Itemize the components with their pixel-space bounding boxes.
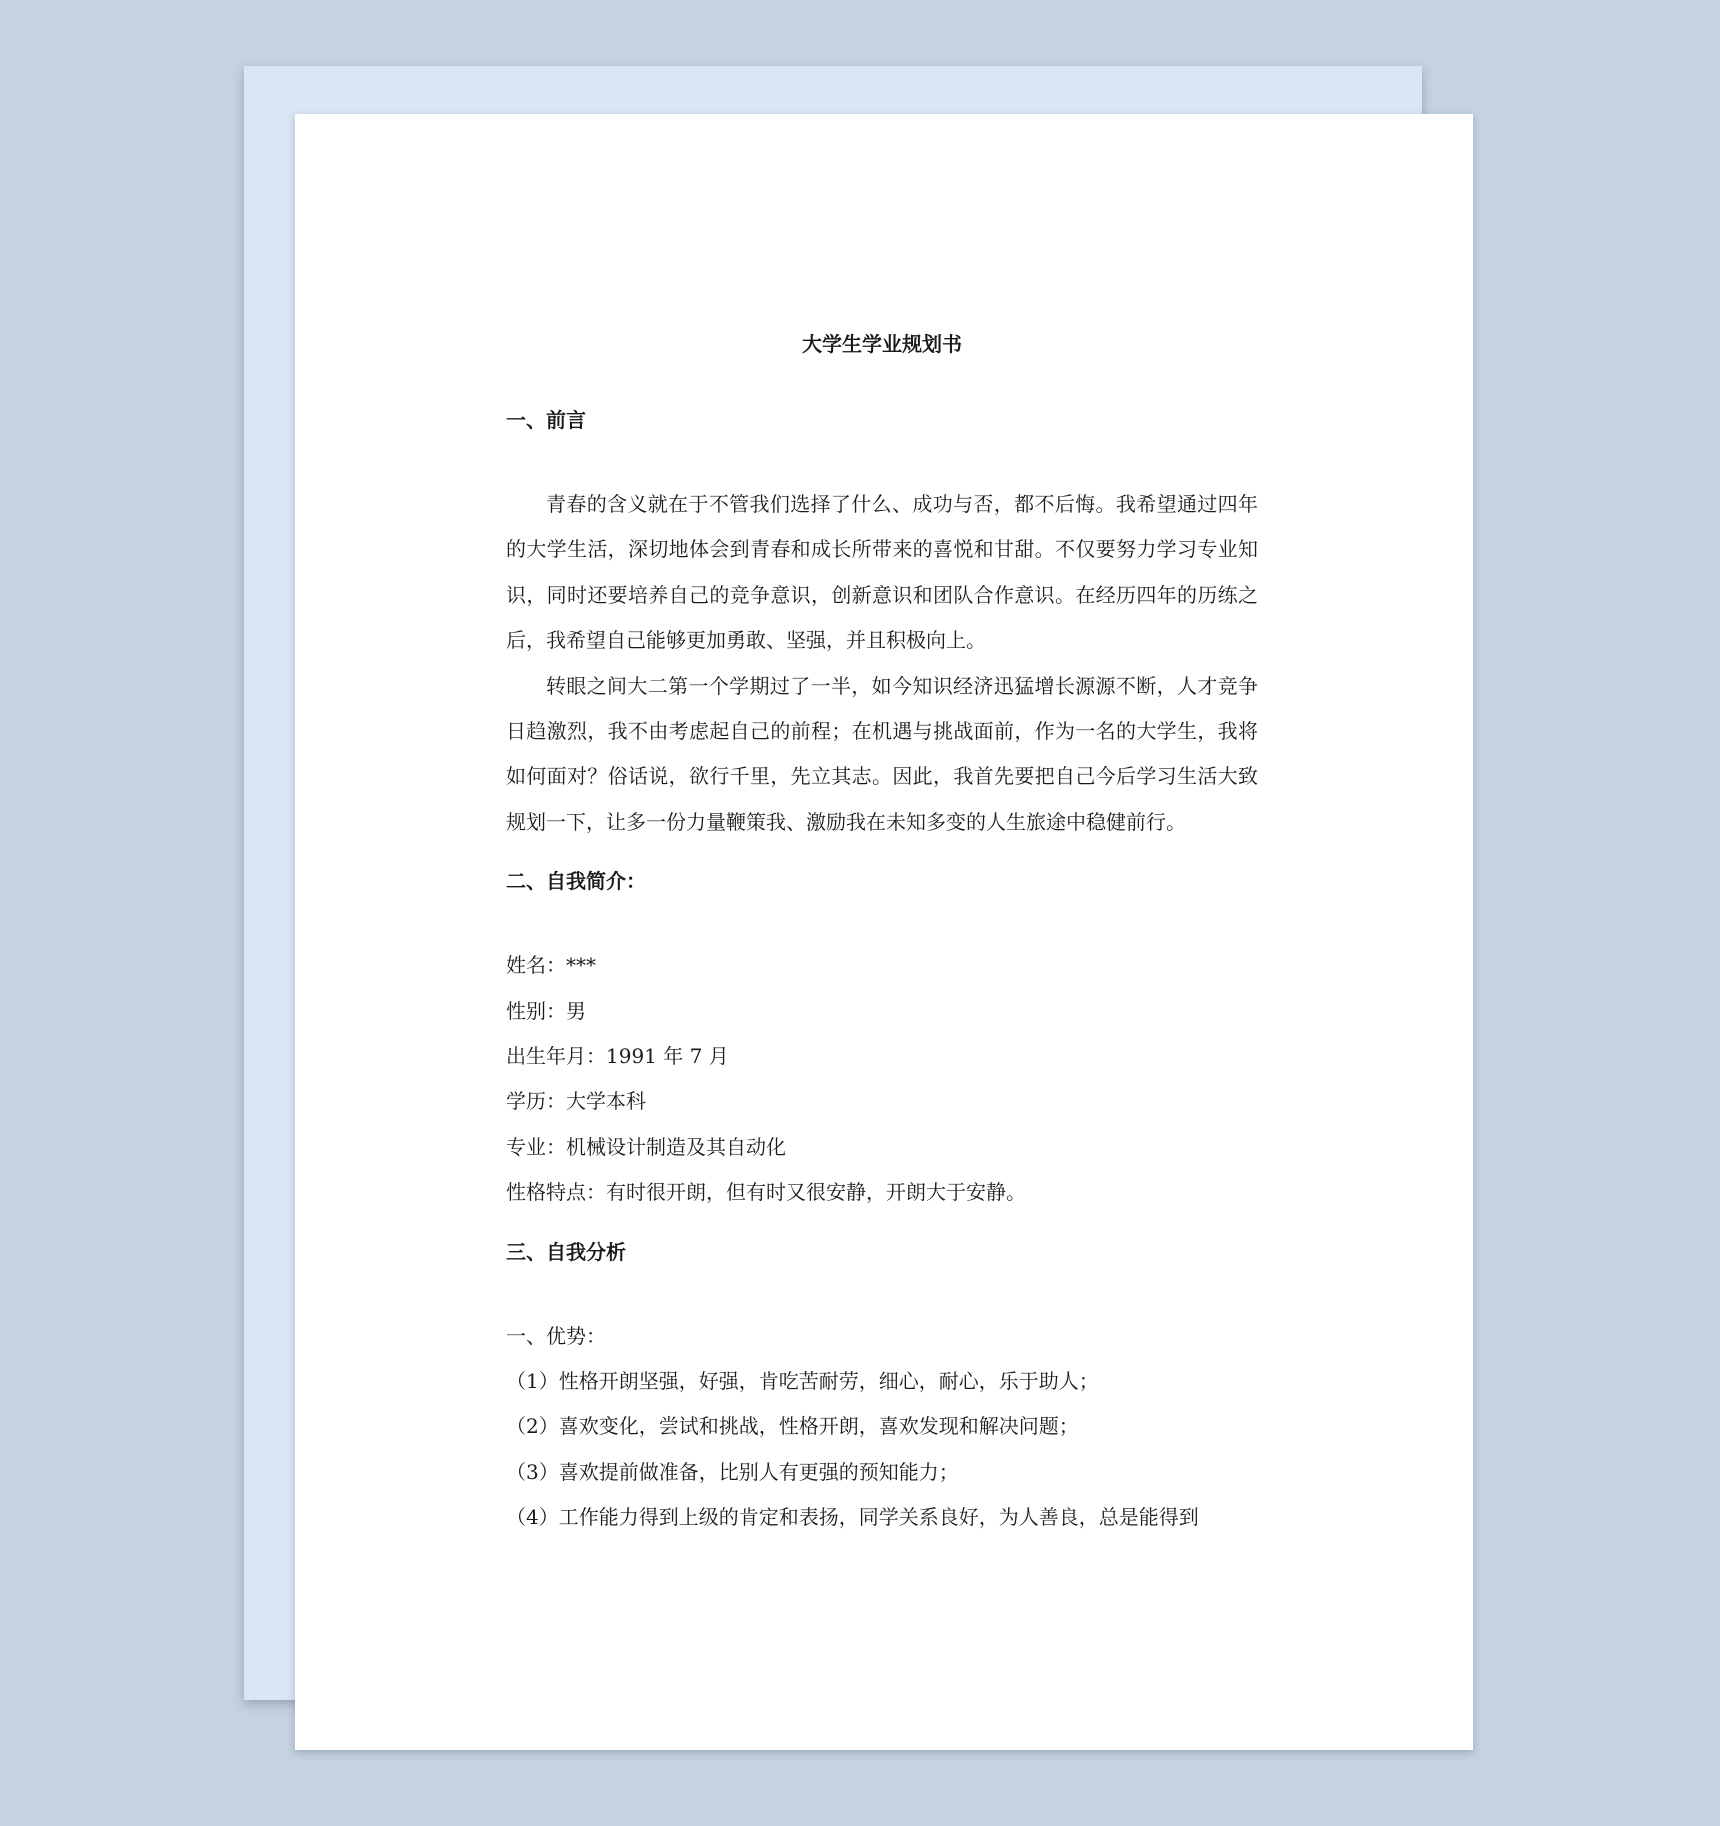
document-page — [295, 114, 1473, 1750]
document-content — [506, 330, 1258, 1541]
intro-item-birth: 出生年月：1991 年 7 月 — [506, 1044, 729, 1069]
document-title: 大学生学业规划书 — [802, 332, 962, 356]
section-heading-analysis: 三、自我分析 — [506, 1239, 626, 1264]
intro-item-gender: 性别：男 — [506, 998, 586, 1023]
preface-paragraph: 青春的含义就在于不管我们选择了什么、成功与否，都不后悔。我希望通过四年的大学生活，深切地体会到青春和成长所带来的喜悦和甘甜。不仅要努力学习专业知识，同时还要培养自己的竞争意识，创新意识和团队合作意识。在经历四年的历练之后，我希望自己能够更加勇敢、坚强，并且积极向上。 — [506, 492, 1258, 653]
intro-item-education: 学历：大学本科 — [506, 1089, 646, 1114]
intro-item-personality: 性格特点：有时很开朗，但有时又很安静，开朗大于安静。 — [506, 1180, 1026, 1205]
analysis-item: （1）性格开朗坚强，好强，肯吃苦耐劳，细心，耐心，乐于助人； — [506, 1368, 1099, 1393]
analysis-item: （3）喜欢提前做准备，比别人有更强的预知能力； — [506, 1459, 959, 1484]
section-heading-intro: 二、自我简介： — [506, 869, 646, 894]
analysis-item: （4）工作能力得到上级的肯定和表扬，同学关系良好，为人善良，总是能得到 — [506, 1505, 1199, 1530]
intro-item-major: 专业：机械设计制造及其自动化 — [506, 1134, 786, 1159]
analysis-subheading-strengths: 一、优势： — [506, 1323, 606, 1348]
analysis-item: （2）喜欢变化，尝试和挑战，性格开朗，喜欢发现和解决问题； — [506, 1414, 1079, 1439]
intro-item-name: 姓名：*** — [506, 953, 596, 978]
preface-paragraph: 转眼之间大二第一个学期过了一半，如今知识经济迅猛增长源源不断，人才竞争日趋激烈，我不由考虑起自己的前程；在机遇与挑战面前，作为一名的大学生，我将如何面对？俗话说，欲行千里，先立其志。因此，我首先要把自己今后学习生活大致规划一下，让多一份力量鞭策我、激励我在未知多变的人生旅途中稳健前行。 — [506, 673, 1258, 834]
section-heading-preface: 一、前言 — [506, 408, 586, 432]
